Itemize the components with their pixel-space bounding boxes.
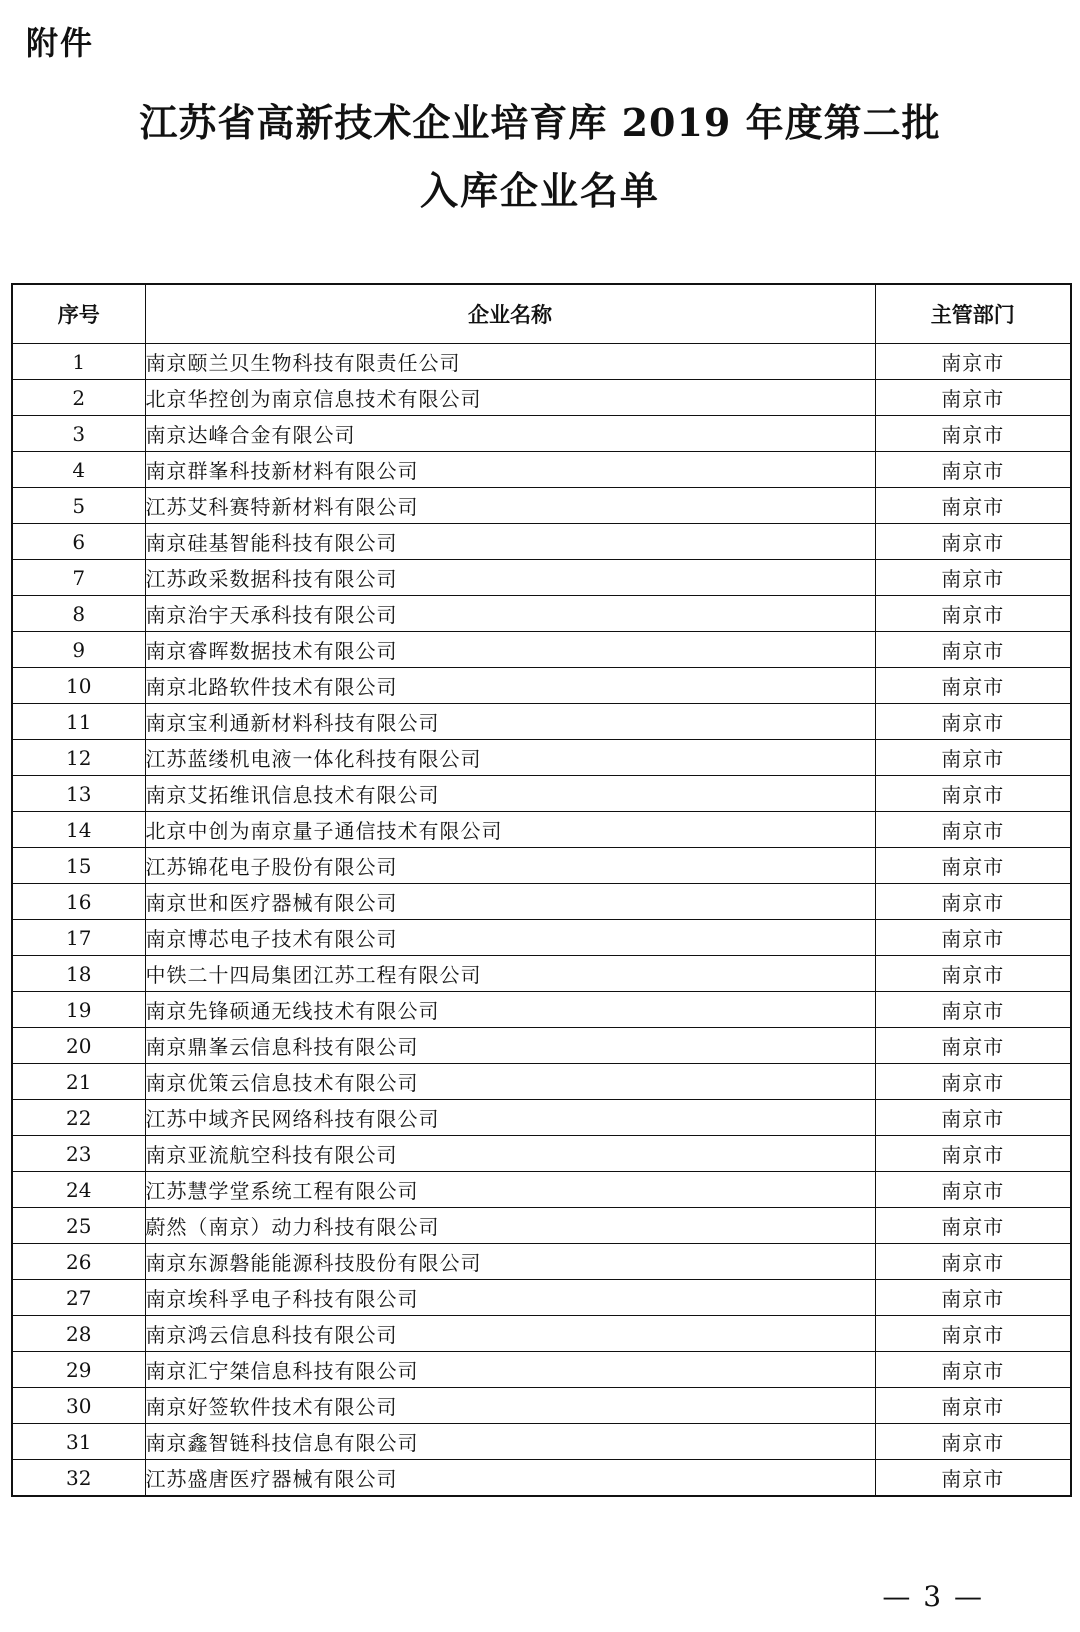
document-title-line2: 入库企业名单	[419, 168, 660, 213]
row-number-cell: 19	[12, 992, 145, 1028]
column-header-company-name: 企业名称	[145, 284, 875, 344]
company-name-cell: 南京鑫智链科技信息有限公司	[145, 1424, 875, 1460]
row-number-cell: 13	[12, 776, 145, 812]
company-name-cell: 南京鼎峯云信息科技有限公司	[145, 1028, 875, 1064]
department-cell: 南京市	[875, 632, 1071, 668]
company-name-cell: 南京睿晖数据技术有限公司	[145, 632, 875, 668]
row-number-cell: 31	[12, 1424, 145, 1460]
table-row	[12, 1172, 1071, 1208]
department-cell: 南京市	[875, 596, 1071, 632]
department-cell: 南京市	[875, 812, 1071, 848]
department-cell: 南京市	[875, 920, 1071, 956]
table-row	[12, 848, 1071, 884]
row-number-cell: 2	[12, 380, 145, 416]
department-cell: 南京市	[875, 488, 1071, 524]
row-number-cell: 1	[12, 344, 145, 380]
row-number-cell: 7	[12, 560, 145, 596]
department-cell: 南京市	[875, 1388, 1071, 1424]
row-number-cell: 17	[12, 920, 145, 956]
column-header-department: 主管部门	[875, 284, 1071, 344]
table-row	[12, 416, 1071, 452]
row-number-cell: 9	[12, 632, 145, 668]
row-number-cell: 15	[12, 848, 145, 884]
table-row	[12, 1460, 1071, 1497]
department-cell: 南京市	[875, 1424, 1071, 1460]
row-number-cell: 25	[12, 1208, 145, 1244]
row-number-cell: 3	[12, 416, 145, 452]
company-name-cell: 南京达峰合金有限公司	[145, 416, 875, 452]
company-name-cell: 南京亚流航空科技有限公司	[145, 1136, 875, 1172]
department-cell: 南京市	[875, 344, 1071, 380]
row-number-cell: 5	[12, 488, 145, 524]
department-cell: 南京市	[875, 1280, 1071, 1316]
row-number-cell: 14	[12, 812, 145, 848]
row-number-cell: 18	[12, 956, 145, 992]
table-row	[12, 452, 1071, 488]
department-cell: 南京市	[875, 524, 1071, 560]
department-cell: 南京市	[875, 1064, 1071, 1100]
company-name-cell: 江苏中域齐民网络科技有限公司	[145, 1100, 875, 1136]
row-number-cell: 20	[12, 1028, 145, 1064]
table-row	[12, 488, 1071, 524]
table-row	[12, 776, 1071, 812]
table-row	[12, 380, 1071, 416]
company-name-cell: 北京中创为南京量子通信技术有限公司	[145, 812, 875, 848]
company-name-cell: 北京华控创为南京信息技术有限公司	[145, 380, 875, 416]
company-name-cell: 南京埃科孚电子科技有限公司	[145, 1280, 875, 1316]
row-number-cell: 8	[12, 596, 145, 632]
table-row	[12, 1100, 1071, 1136]
company-name-cell: 南京好签软件技术有限公司	[145, 1388, 875, 1424]
company-name-cell: 南京世和医疗器械有限公司	[145, 884, 875, 920]
company-name-cell: 南京颐兰贝生物科技有限责任公司	[145, 344, 875, 380]
company-name-cell: 江苏艾科赛特新材料有限公司	[145, 488, 875, 524]
table-row	[12, 740, 1071, 776]
department-cell: 南京市	[875, 1208, 1071, 1244]
company-name-cell: 江苏慧学堂系统工程有限公司	[145, 1172, 875, 1208]
company-name-cell: 南京北路软件技术有限公司	[145, 668, 875, 704]
table-row	[12, 1352, 1071, 1388]
table-row	[12, 1208, 1071, 1244]
company-name-cell: 南京艾拓维讯信息技术有限公司	[145, 776, 875, 812]
department-cell: 南京市	[875, 1172, 1071, 1208]
department-cell: 南京市	[875, 1028, 1071, 1064]
company-name-cell: 中铁二十四局集团江苏工程有限公司	[145, 956, 875, 992]
table-row	[12, 992, 1071, 1028]
row-number-cell: 29	[12, 1352, 145, 1388]
company-name-cell: 江苏政采数据科技有限公司	[145, 560, 875, 596]
table-header-row	[12, 284, 1071, 344]
department-cell: 南京市	[875, 992, 1071, 1028]
department-cell: 南京市	[875, 380, 1071, 416]
table-row	[12, 956, 1071, 992]
table-row	[12, 884, 1071, 920]
row-number-cell: 12	[12, 740, 145, 776]
row-number-cell: 28	[12, 1316, 145, 1352]
document-title-line1: 江苏省高新技术企业培育库 2019 年度第二批	[139, 100, 941, 145]
row-number-cell: 32	[12, 1460, 145, 1497]
table-row	[12, 1028, 1071, 1064]
department-cell: 南京市	[875, 1316, 1071, 1352]
table-row	[12, 668, 1071, 704]
company-name-cell: 南京鸿云信息科技有限公司	[145, 1316, 875, 1352]
table-row	[12, 704, 1071, 740]
company-name-cell: 南京群峯科技新材料有限公司	[145, 452, 875, 488]
column-header-number: 序号	[12, 284, 145, 344]
company-name-cell: 南京先锋硕通无线技术有限公司	[145, 992, 875, 1028]
row-number-cell: 6	[12, 524, 145, 560]
table-row	[12, 1244, 1071, 1280]
table-row	[12, 1424, 1071, 1460]
table-row	[12, 632, 1071, 668]
department-cell: 南京市	[875, 1352, 1071, 1388]
company-name-cell: 江苏盛唐医疗器械有限公司	[145, 1460, 875, 1497]
department-cell: 南京市	[875, 884, 1071, 920]
company-name-cell: 南京优策云信息技术有限公司	[145, 1064, 875, 1100]
table-row	[12, 344, 1071, 380]
department-cell: 南京市	[875, 560, 1071, 596]
row-number-cell: 11	[12, 704, 145, 740]
company-name-cell: 南京东源磐能能源科技股份有限公司	[145, 1244, 875, 1280]
department-cell: 南京市	[875, 848, 1071, 884]
row-number-cell: 30	[12, 1388, 145, 1424]
company-name-cell: 南京宝利通新材料科技有限公司	[145, 704, 875, 740]
department-cell: 南京市	[875, 1100, 1071, 1136]
row-number-cell: 26	[12, 1244, 145, 1280]
table-row	[12, 812, 1071, 848]
row-number-cell: 24	[12, 1172, 145, 1208]
table-row	[12, 1280, 1071, 1316]
table-row	[12, 1064, 1071, 1100]
department-cell: 南京市	[875, 416, 1071, 452]
row-number-cell: 4	[12, 452, 145, 488]
company-name-cell: 南京治宇天承科技有限公司	[145, 596, 875, 632]
company-name-cell: 南京汇宁桀信息科技有限公司	[145, 1352, 875, 1388]
company-name-cell: 蔚然（南京）动力科技有限公司	[145, 1208, 875, 1244]
row-number-cell: 23	[12, 1136, 145, 1172]
table-row	[12, 1316, 1071, 1352]
attachment-label: 附件	[26, 24, 95, 62]
row-number-cell: 27	[12, 1280, 145, 1316]
row-number-cell: 22	[12, 1100, 145, 1136]
department-cell: 南京市	[875, 740, 1071, 776]
company-name-cell: 南京博芯电子技术有限公司	[145, 920, 875, 956]
table-row	[12, 560, 1071, 596]
department-cell: 南京市	[875, 1244, 1071, 1280]
department-cell: 南京市	[875, 668, 1071, 704]
department-cell: 南京市	[875, 956, 1071, 992]
table-row	[12, 596, 1071, 632]
company-name-cell: 江苏蓝缕机电液一体化科技有限公司	[145, 740, 875, 776]
row-number-cell: 10	[12, 668, 145, 704]
department-cell: 南京市	[875, 776, 1071, 812]
department-cell: 南京市	[875, 452, 1071, 488]
table-row	[12, 524, 1071, 560]
row-number-cell: 21	[12, 1064, 145, 1100]
department-cell: 南京市	[875, 1136, 1071, 1172]
row-number-cell: 16	[12, 884, 145, 920]
table-row	[12, 1388, 1071, 1424]
department-cell: 南京市	[875, 704, 1071, 740]
company-name-cell: 南京硅基智能科技有限公司	[145, 524, 875, 560]
table-row	[12, 920, 1071, 956]
table-row	[12, 1136, 1071, 1172]
page-number: — 3 —	[882, 1580, 984, 1613]
enterprise-list-table	[11, 283, 1072, 1497]
company-name-cell: 江苏锦花电子股份有限公司	[145, 848, 875, 884]
department-cell: 南京市	[875, 1460, 1071, 1497]
